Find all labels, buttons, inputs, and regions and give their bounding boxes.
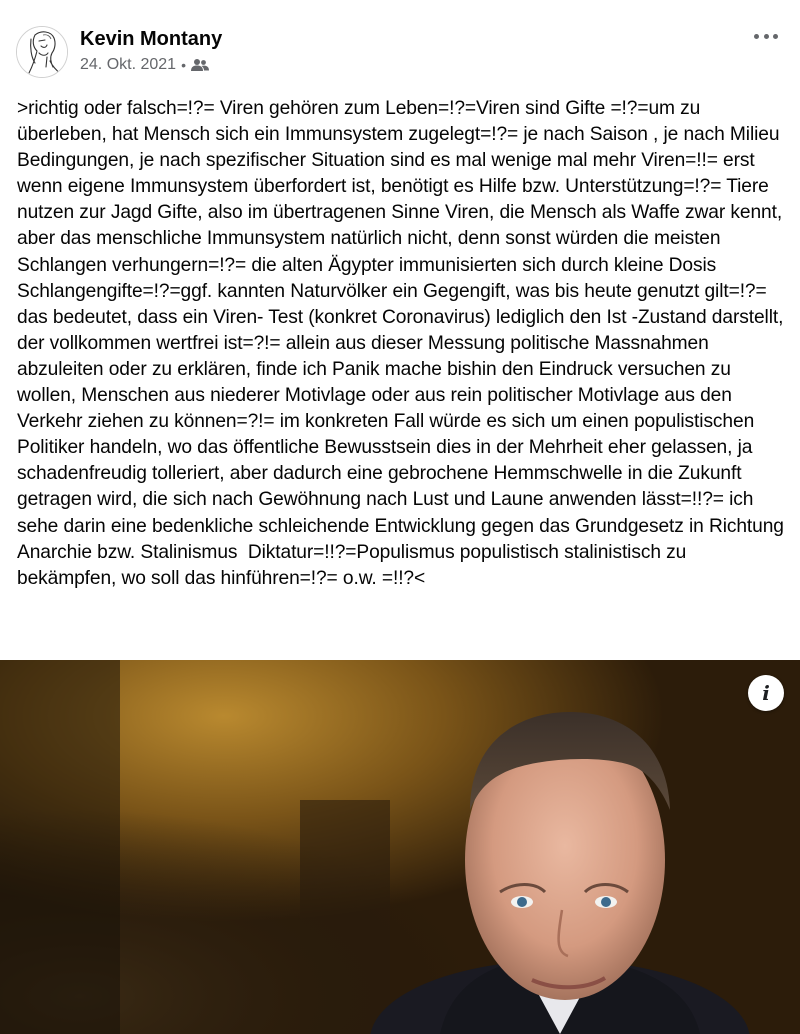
more-options-button[interactable] bbox=[754, 26, 778, 46]
post-meta bbox=[80, 56, 209, 74]
post-text: >richtig oder falsch=!?= Viren gehören zum Leben=!?=Viren sind Gifte =!?=um zu überleben, hat Mensch sich ein Immunsystem zugelegt=!?= je nach Saison , je nach Milieu Bedingungen, je nach spezifischer Situation sind es mal wenige mal mehr Viren=!!= erst wenn eigene Immunsystem überfordert ist, benötigt es Hilfe bzw. Unterstützung=!?= Tiere nutzen zur Jagd Gifte, also im übertragenen Sinne Viren, die Mensch als Waffe zwar kennt, aber das menschliche Immunsystem natürlich nicht, denn sonst würden die meisten Schlangen verhungern=!?= die alten Ägypter immunisierten sich durch kleine Dosis Schlangengifte=!?=ggf. kannten Naturvölker ein Gegengift, was bis heute genutzt gilt=!?= das bedeutet, dass ein Viren- Test (konkret Coronavirus) lediglich den Ist -Zustand darstellt, der vollkommen wertfrei ist=?!= allein aus dieser Messung politische Massnahmen abzuleiten oder zu erklären, finde ich Panik mache bishin den Eindruck versuchen zu wollen, Menschen aus niederer Motivlage oder aus rein politischer Motivlage aus den Verkehr ziehen zu können=?!= im konkreten Fall würde es sich um einen populistischen Politiker handeln, wo das öffentliche Bewusstsein dies in der Mehrheit eher gelassen, ja schadenfreudig tolleriert, aber dadurch eine gebrochene Hemmschwelle in die Zukunft getragen wird, die sich nach Gewöhnung nach Lust und Laune anwenden lässt=!!?= ich sehe darin eine bedenkliche schleichende Entwicklung gegen das Grundgesetz in Richtung Anarchie bzw. Stalinismus Diktatur=!!?=Populismus populistisch stalinistisch zu bekämpfen, wo soll das hinführen=!?= o.w. =!!?< bbox=[17, 98, 789, 589]
portrait-photo-image bbox=[0, 660, 800, 1034]
more-options-icon-dot bbox=[773, 34, 778, 39]
friends-icon bbox=[191, 58, 209, 72]
post-date[interactable]: 24. Okt. 2021 bbox=[80, 56, 177, 73]
sketch-portrait-avatar-icon bbox=[17, 27, 67, 77]
post-photo[interactable] bbox=[0, 660, 800, 1034]
info-button[interactable] bbox=[748, 675, 784, 711]
author-avatar[interactable] bbox=[16, 26, 68, 78]
author-name[interactable]: Kevin Montany bbox=[80, 28, 223, 50]
more-options-icon-dot bbox=[754, 34, 759, 39]
more-options-icon-dot bbox=[764, 34, 769, 39]
meta-separator: • bbox=[181, 57, 186, 73]
info-icon: i bbox=[762, 681, 770, 705]
post-header bbox=[0, 0, 800, 90]
